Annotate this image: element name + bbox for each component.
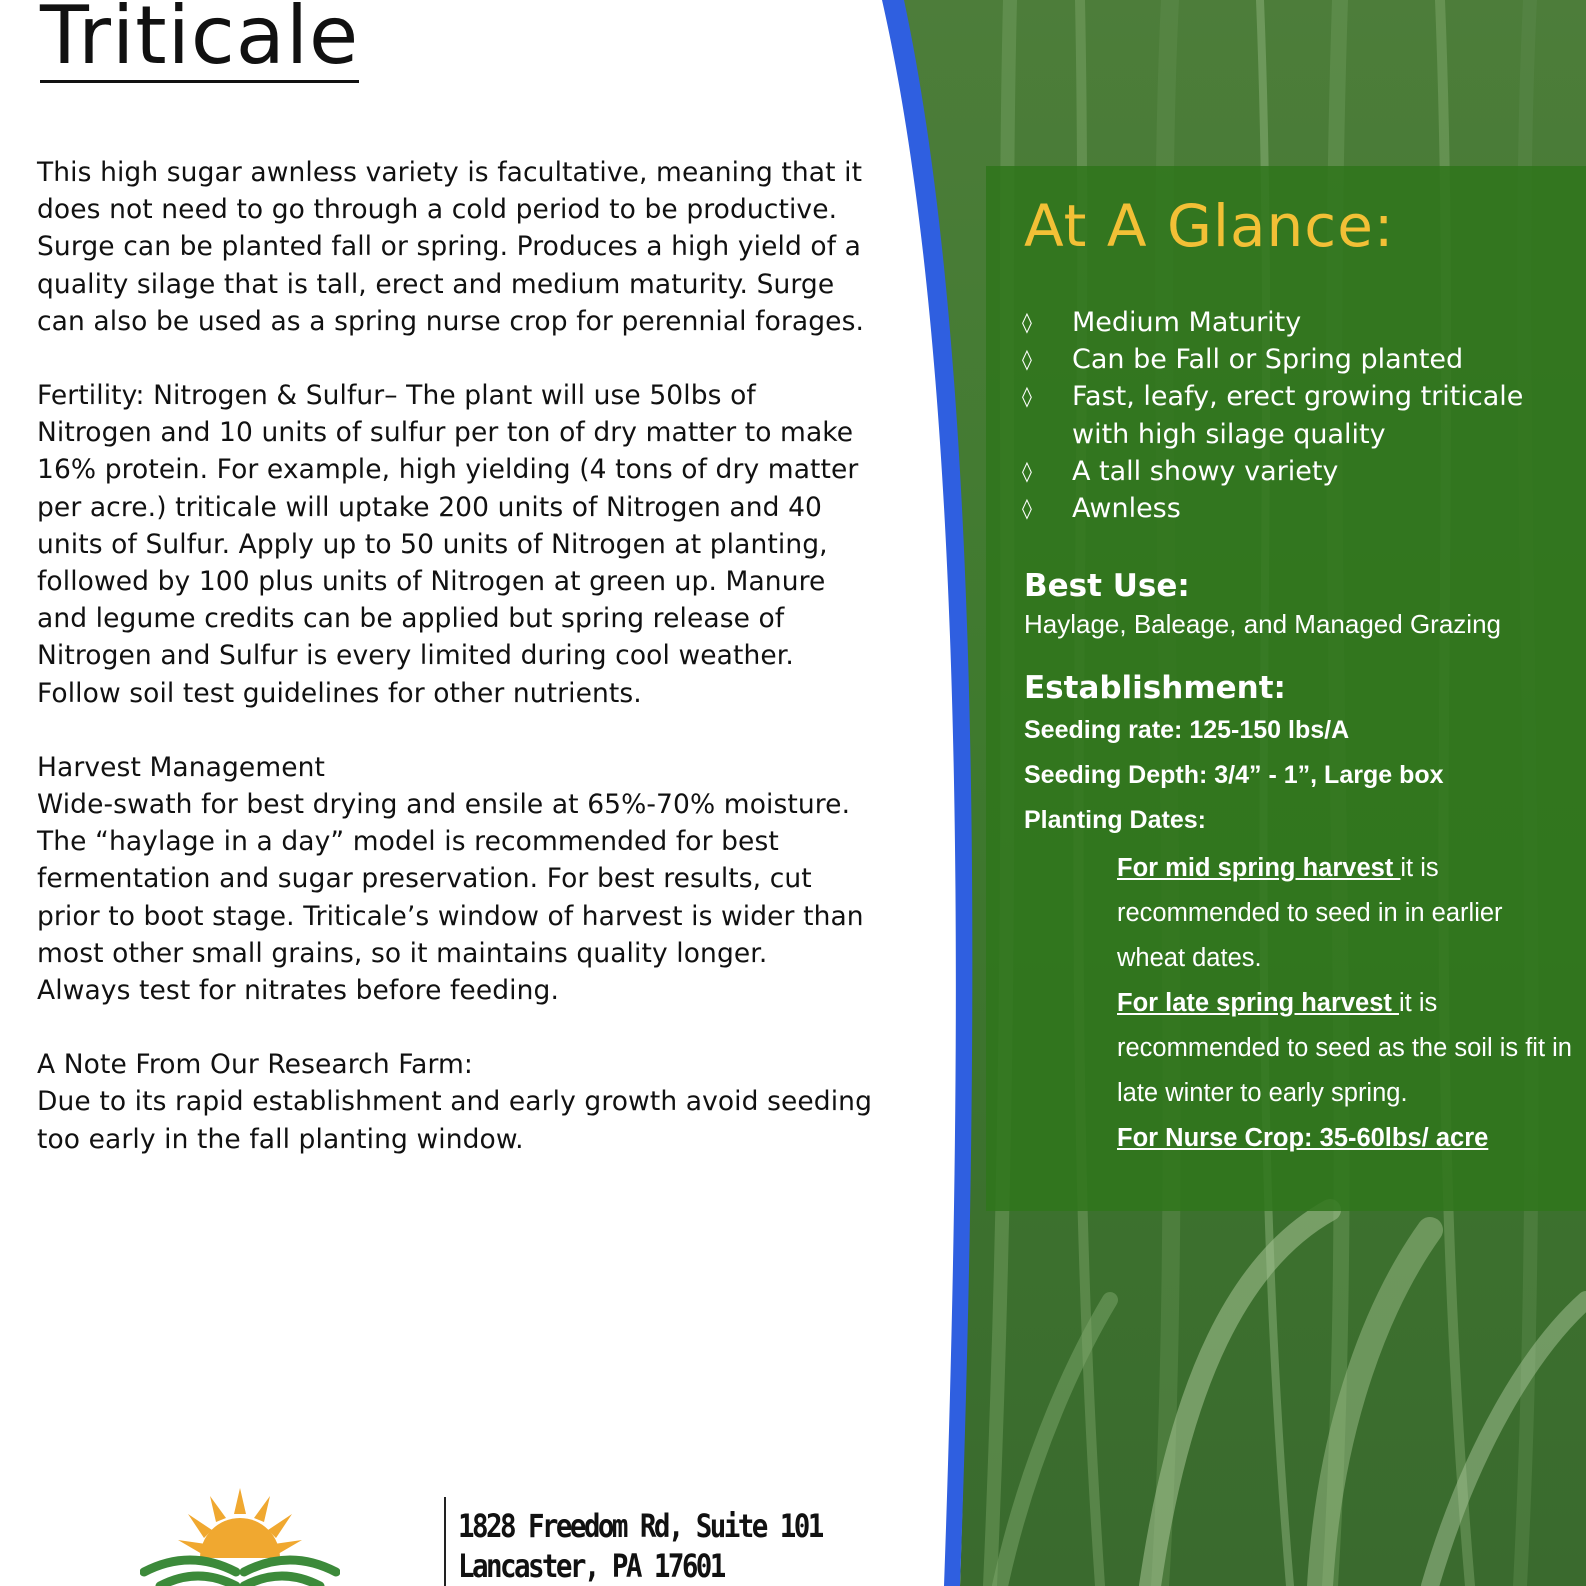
harvest-section <box>37 749 917 1009</box>
best-use-value: Haylage, Baleage, and Managed Grazing <box>1024 609 1501 639</box>
late-spring-label: For late spring harvest <box>1117 989 1399 1017</box>
planting-dates-details <box>1117 846 1577 1161</box>
note-heading: A Note From Our Research Farm: <box>37 1049 473 1081</box>
list-item: ◊ A tall showy variety <box>1020 453 1580 490</box>
mid-spring-label: For mid spring harvest <box>1117 854 1401 882</box>
mid-spring-entry <box>1117 846 1577 981</box>
diamond-bullet-icon: ◊ <box>1022 458 1032 483</box>
glance-feature-list <box>1020 304 1580 527</box>
note-paragraph: Due to its rapid establishment and early growth avoid seeding too early in the fall planting window. <box>37 1086 872 1155</box>
address-line-1: 1828 Freedom Rd, Suite 101 <box>458 1507 822 1545</box>
list-item: ◊ Awnless <box>1020 490 1580 527</box>
diamond-bullet-icon: ◊ <box>1022 347 1032 372</box>
establishment-label: Establishment: <box>1024 670 1286 706</box>
intro-paragraph: This high sugar awnless variety is facultative, meaning that it does not need to go through a cold period to be productive. Surge can be planted fall or spring. Produces a high yield of a quality silage that is tall, erect and medium maturity. Surge can also be used as a spring nurse crop for perennial forages. <box>37 157 865 337</box>
diamond-bullet-icon: ◊ <box>1022 496 1032 521</box>
harvest-paragraph: Wide-swath for best drying and ensile at 65%-70% moisture. The “haylage in a day” model is recommended for best fermentation and sugar preservation. For best results, cut prior to boot stage. Triticale’s window of harvest is wider than most other small grains, so it maintains quality longer. Always test for nitrates before feeding. <box>37 789 864 1007</box>
mid-spring-text: it is recommended to seed in in earlier wheat dates. <box>1117 854 1503 972</box>
late-spring-text: it is recommended to seed as the soil is fit in late winter to early spring. <box>1117 989 1572 1107</box>
nurse-crop-entry <box>1117 1116 1577 1161</box>
late-spring-entry <box>1117 981 1577 1116</box>
nurse-crop-rate: For Nurse Crop: 35-60lbs/ acre <box>1117 1124 1489 1152</box>
company-logo <box>140 1478 340 1586</box>
seeding-depth: Seeding Depth: 3/4” - 1”, Large box <box>1024 761 1444 789</box>
list-item: ◊ Medium Maturity <box>1020 304 1580 341</box>
diamond-bullet-icon: ◊ <box>1022 384 1032 409</box>
best-use-label: Best Use: <box>1024 568 1190 604</box>
diamond-bullet-icon: ◊ <box>1022 310 1032 334</box>
list-item: ◊ Fast, leafy, erect growing triticale with high silage quality <box>1020 378 1580 452</box>
description-column <box>37 154 917 1195</box>
footer-divider <box>444 1497 446 1586</box>
page-title: Triticale <box>40 0 359 83</box>
note-section <box>37 1046 917 1158</box>
list-item: ◊ Can be Fall or Spring planted <box>1020 341 1580 378</box>
company-address <box>458 1506 822 1586</box>
planting-dates-label: Planting Dates: <box>1024 806 1206 834</box>
harvest-heading: Harvest Management <box>37 751 326 783</box>
fertility-paragraph: Fertility: Nitrogen & Sulfur– The plant will use 50lbs of Nitrogen and 10 units of sulfur per ton of dry matter to make 16% protein. For example, high yielding (4 tons of dry matter per acre.) triticale will uptake 200 units of Nitrogen and 40 units of Sulfur. Apply up to 50 units of Nitrogen at planting, followed by 100 plus units of Nitrogen at green up. Manure and legume credits can be applied but spring release of Nitrogen and Sulfur is every limited during cool weather. Follow soil test guidelines for other nutrients. <box>37 380 859 709</box>
glance-title: At A Glance: <box>1024 192 1395 260</box>
address-line-2: Lancaster, PA 17601 <box>458 1547 724 1585</box>
seeding-rate: Seeding rate: 125-150 lbs/A <box>1024 716 1350 744</box>
